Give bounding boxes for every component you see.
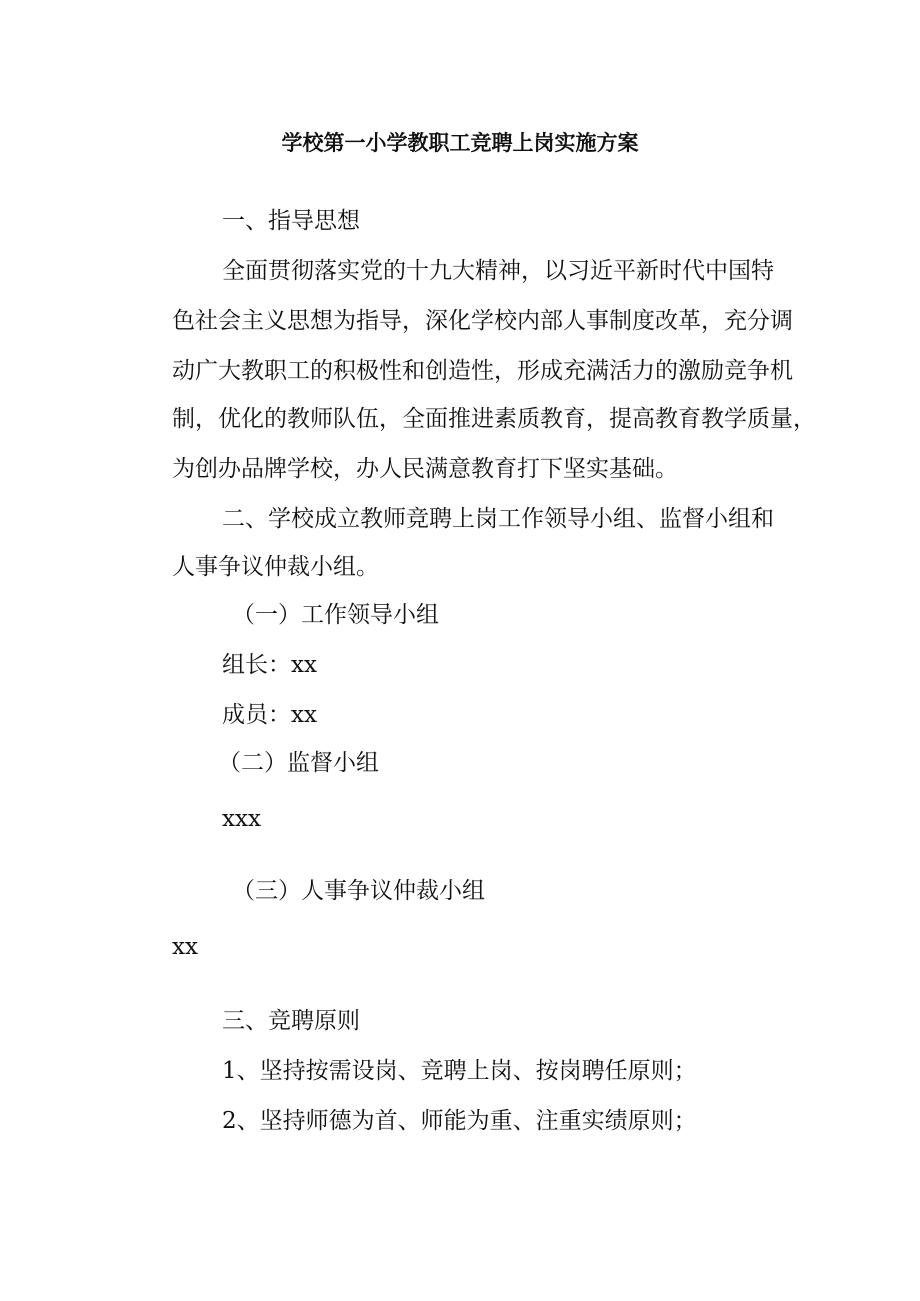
paragraph-line: 全面贯彻落实党的十九大精神，以习近平新时代中国特 bbox=[222, 258, 774, 284]
paragraph-line: 制，优化的教师队伍，全面推进素质教育，提高教育教学质量， bbox=[172, 406, 816, 432]
paragraph-line: 为创办品牌学校，办人民满意教育打下坚实基础。 bbox=[172, 456, 678, 482]
paragraph-line: 色社会主义思想为指导，深化学校内部人事制度改革，充分调 bbox=[172, 308, 793, 334]
section-heading-guiding-ideology: 一、指导思想 bbox=[222, 208, 360, 234]
subheading-arbitration-group: （三）人事争议仲裁小组 bbox=[232, 878, 485, 904]
principle-item: 1、坚持按需设岗、竞聘上岗、按岗聘任原则； bbox=[222, 1058, 697, 1084]
principle-item: 2、坚持师德为首、师能为重、注重实绩原则； bbox=[222, 1108, 697, 1134]
leader-entry: 组长：xx bbox=[222, 652, 317, 678]
document-title: 学校第一小学教职工竞聘上岗实施方案 bbox=[281, 130, 639, 155]
paragraph-line: 人事争议仲裁小组。 bbox=[172, 554, 379, 580]
subheading-leadership-group: （一）工作领导小组 bbox=[232, 602, 439, 628]
arbitration-members: xx bbox=[172, 934, 198, 960]
subheading-supervision-group: （二）监督小组 bbox=[218, 750, 379, 776]
section-heading-principles: 三、竞聘原则 bbox=[222, 1008, 360, 1034]
section-heading-groups: 二、学校成立教师竞聘上岗工作领导小组、监督小组和 bbox=[222, 506, 774, 532]
paragraph-line: 动广大教职工的积极性和创造性，形成充满活力的激励竞争机 bbox=[172, 358, 793, 384]
supervision-members: xxx bbox=[222, 806, 261, 832]
members-entry: 成员：xx bbox=[222, 702, 317, 728]
